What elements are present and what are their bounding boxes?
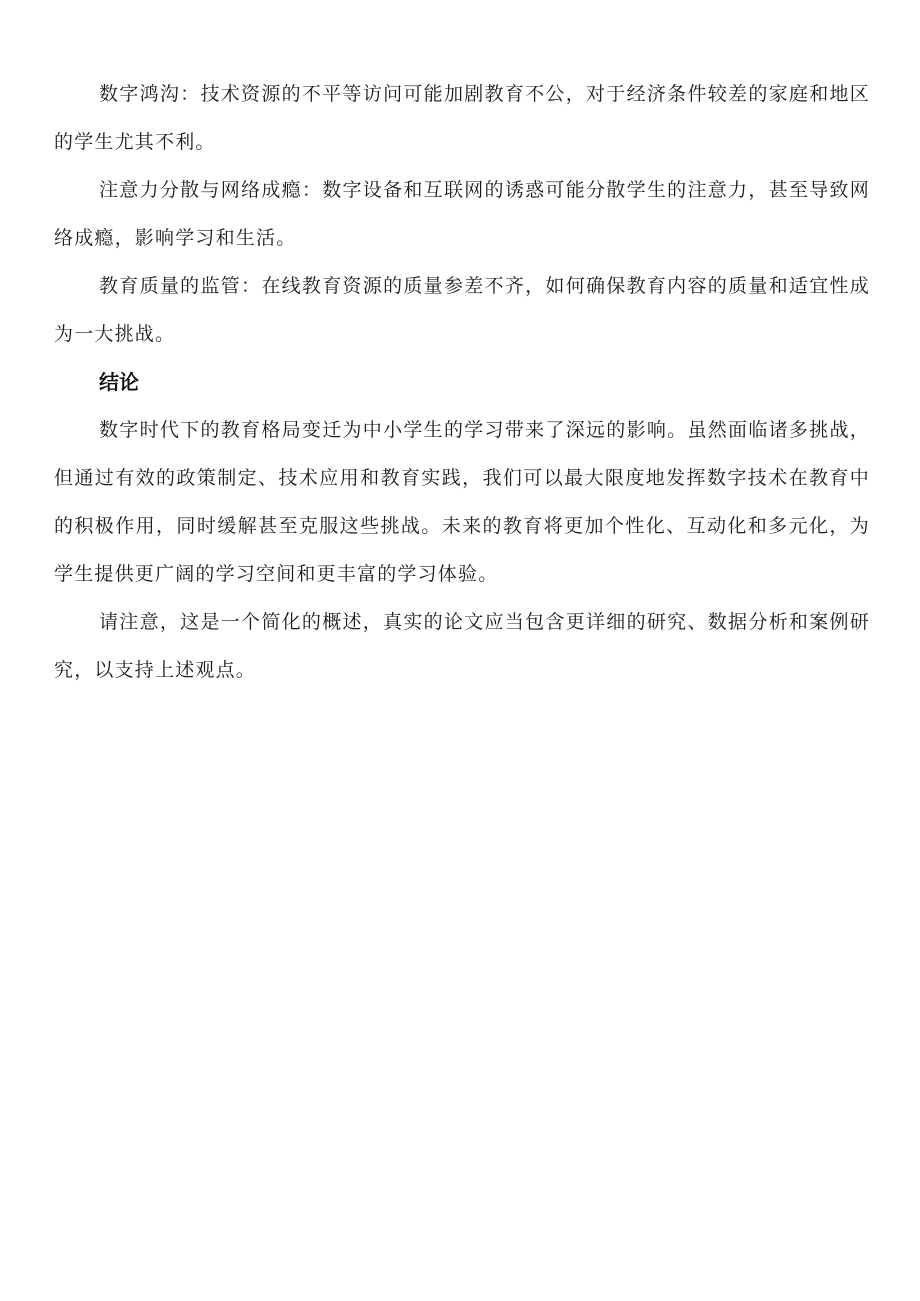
- paragraph-conclusion: 数字时代下的教育格局变迁为中小学生的学习带来了深远的影响。虽然面临诸多挑战，但通过有效的政策制定、技术应用和教育实践，我们可以最大限度地发挥数字技术在教育中的积极作用，同时缓解甚至克服这些挑战。未来的教育将更加个性化、互动化和多元化，为学生提供更广阔的学习空间和更丰富的学习体验。: [54, 419, 870, 585]
- paragraph-note: 请注意，这是一个简化的概述，真实的论文应当包含更详细的研究、数据分析和案例研究，以支持上述观点。: [54, 611, 870, 681]
- paragraph-digital-divide: 数字鸿沟：技术资源的不平等访问可能加剧教育不公，对于经济条件较差的家庭和地区的学生尤其不利。: [54, 83, 870, 153]
- paragraph-quality-supervision: 教育质量的监管：在线教育资源的质量参差不齐，如何确保教育内容的质量和适宜性成为一大挑战。: [54, 275, 870, 345]
- document-body: [54, 70, 870, 694]
- paragraph-distraction-addiction: 注意力分散与网络成瘾：数字设备和互联网的诱惑可能分散学生的注意力，甚至导致网络成瘾，影响学习和生活。: [54, 179, 870, 249]
- conclusion-heading: 结论: [99, 370, 139, 394]
